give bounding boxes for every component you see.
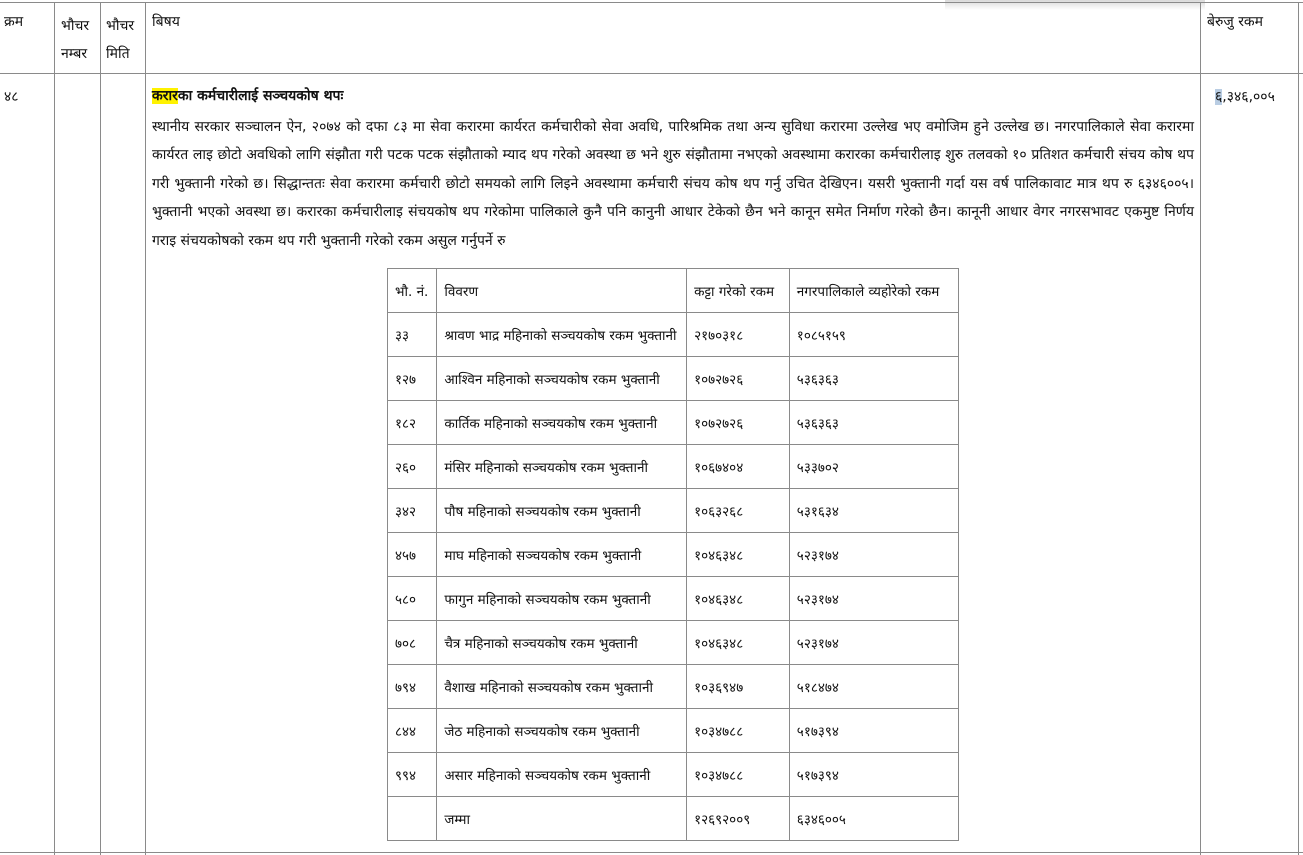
table-row: [388, 709, 959, 753]
deducted-amount-cell: १०७२७२६: [687, 401, 790, 445]
table-row: [388, 533, 959, 577]
description-cell: वैशाख महिनाको सञ्चयकोष रकम भुक्तानी: [437, 665, 687, 709]
table-header-cell: कट्टा गरेको रकम: [687, 269, 790, 313]
municipality-borne-cell: ५३६३६३: [789, 357, 958, 401]
row-amount-selected: ६: [1215, 89, 1223, 105]
header-irregular-amount: बेरुजु रकम: [1207, 14, 1264, 30]
description-cell: माघ महिनाको सञ्चयकोष रकम भुक्तानी: [437, 533, 687, 577]
deducted-amount-cell: १०३४७८८: [687, 753, 790, 797]
municipality-borne-cell: ५१७३९४: [789, 709, 958, 753]
table-header-cell: भौ. नं.: [388, 269, 437, 313]
table-row: [388, 401, 959, 445]
description-cell: आश्विन महिनाको सञ्चयकोष रकम भुक्तानी: [437, 357, 687, 401]
header-subject: बिषय: [152, 14, 180, 30]
row-serial: ४८: [4, 89, 19, 105]
description-cell: जम्मा: [437, 797, 687, 841]
col-divider-3: [145, 2, 146, 855]
municipality-borne-cell: ५२३१७४: [789, 577, 958, 621]
header-voucher-date-line1: भौचर: [106, 18, 135, 34]
row-title: [152, 86, 343, 106]
table-row: [388, 753, 959, 797]
voucher-no-cell: १२७: [388, 357, 437, 401]
deducted-amount-cell: १०६७४०४: [687, 445, 790, 489]
table-row: [388, 313, 959, 357]
col-divider-4: [1200, 2, 1201, 855]
table-header-row: [388, 269, 959, 313]
table-row: [388, 665, 959, 709]
header-voucher-number-line2: नम्बर: [61, 46, 88, 62]
voucher-no-cell: ४५७: [388, 533, 437, 577]
voucher-no-cell: ५८०: [388, 577, 437, 621]
deducted-amount-cell: १०३४७८८: [687, 709, 790, 753]
description-cell: कार्तिक महिनाको सञ्चयकोष रकम भुक्तानी: [437, 401, 687, 445]
table-header-cell: विवरण: [437, 269, 687, 313]
description-cell: श्रावण भाद्र महिनाको सञ्चयकोष रकम भुक्तानी: [437, 313, 687, 357]
header-voucher-number: [61, 12, 89, 68]
description-cell: फागुन महिनाको सञ्चयकोष रकम भुक्तानी: [437, 577, 687, 621]
description-cell: चैत्र महिनाको सञ्चयकोष रकम भुक्तानी: [437, 621, 687, 665]
deducted-amount-cell: १२६९२००९: [687, 797, 790, 841]
voucher-no-cell: ३३: [388, 313, 437, 357]
col-divider-1: [54, 2, 55, 855]
header-voucher-number-line1: भौचर: [61, 18, 90, 34]
header-voucher-date: [106, 12, 134, 68]
row-paragraph: स्थानीय सरकार सञ्चालन ऐन, २०७४ को दफा ८३ मा सेवा करारमा कार्यरत कर्मचारीको सेवा अवधि, पारिश्रमिक तथा अन्य सुविधा करारमा उल्लेख भए वमोजिम हुने उल्लेख छ। नगरपालिकाले सेवा करारमा कार्यरत लाइ छोटो अवधिको लागि संझौता गरी पटक पटक संझौताको म्याद थप गरेको अवस्था छ भने शुरु संझौतामा नभएको अवस्थामा करारका कर्मचारीलाइ शुरु तलवको १० प्रतिशत कर्मचारी संचय कोष थप गरी भुक्तानी गरेको छ। सिद्धान्ततः सेवा करारमा कर्मचारी छोटो समयको लागि लिइने अवस्थामा कर्मचारी संचय कोष थप गर्नु उचित देखिएन। यसरी भुक्तानी गर्दा यस वर्ष पालिकावाट मात्र थप रु ६३४६००५। भुक्तानी भएको अवस्था छ। करारका कर्मचारीलाइ संचयकोष थप गरेकोमा पालिकाले कुनै पनि कानुनी आधार टेकेको छैन भने कानून समेत निर्माण गरेको छैन। कानूनी आधार वेगर नगरसभावट एकमुष्ट निर्णय गराइ संचयकोषको रकम थप गरी भुक्तानी गरेको रकम असुल गर्नुपर्ने रु: [152, 119, 1194, 249]
municipality-borne-cell: ५३१६३४: [789, 489, 958, 533]
table-total-row: [388, 797, 959, 841]
row-title-highlight: करार: [152, 88, 178, 104]
voucher-no-cell: १८२: [388, 401, 437, 445]
col-divider-2: [100, 2, 101, 855]
col-divider-5: [1298, 2, 1299, 855]
municipality-borne-cell: १०८५१५९: [789, 313, 958, 357]
deducted-amount-cell: १०३६९४७: [687, 665, 790, 709]
table-header-cell: नगरपालिकाले व्यहोरेको रकम: [789, 269, 958, 313]
bottom-border: [0, 852, 1303, 853]
voucher-no-cell: ३४२: [388, 489, 437, 533]
municipality-borne-cell: ६३४६००५: [789, 797, 958, 841]
table-row: [388, 577, 959, 621]
voucher-no-cell: ८४४: [388, 709, 437, 753]
voucher-no-cell: ७९४: [388, 665, 437, 709]
voucher-no-cell: २६०: [388, 445, 437, 489]
municipality-borne-cell: ५३३७०२: [789, 445, 958, 489]
table-row: [388, 357, 959, 401]
header-voucher-date-line2: मिति: [106, 46, 130, 62]
deducted-amount-cell: १०४६३४८: [687, 533, 790, 577]
municipality-borne-cell: ५३६३६३: [789, 401, 958, 445]
deducted-amount-cell: २१७०३१८: [687, 313, 790, 357]
row-amount-rest: ,३४६,००५: [1222, 89, 1275, 105]
voucher-no-cell: ७०८: [388, 621, 437, 665]
municipality-borne-cell: ५२३१७४: [789, 621, 958, 665]
deducted-amount-cell: १०६३२६८: [687, 489, 790, 533]
top-border: [0, 2, 1303, 3]
voucher-no-cell: ९९४: [388, 753, 437, 797]
header-serial: क्रम: [4, 14, 24, 30]
description-cell: पौष महिनाको सञ्चयकोष रकम भुक्तानी: [437, 489, 687, 533]
description-cell: मंसिर महिनाको सञ्चयकोष रकम भुक्तानी: [437, 445, 687, 489]
deducted-amount-cell: १०४६३४८: [687, 621, 790, 665]
municipality-borne-cell: ५१८४७४: [789, 665, 958, 709]
row-title-rest: का कर्मचारीलाई सञ्चयकोष थपः: [177, 88, 344, 104]
municipality-borne-cell: ५२३१७४: [789, 533, 958, 577]
table-row: [388, 445, 959, 489]
row-amount[interactable]: [1215, 87, 1275, 107]
table-row: [388, 489, 959, 533]
deducted-amount-cell: १०७२७२६: [687, 357, 790, 401]
description-cell: जेठ महिनाको सञ्चयकोष रकम भुक्तानी: [437, 709, 687, 753]
deducted-amount-cell: १०४६३४८: [687, 577, 790, 621]
description-cell: असार महिनाको सञ्चयकोष रकम भुक्तानी: [437, 753, 687, 797]
municipality-borne-cell: ५१७३९४: [789, 753, 958, 797]
voucher-no-cell: [388, 797, 437, 841]
table-row: [388, 621, 959, 665]
header-row-divider: [0, 73, 1303, 74]
voucher-table: [387, 268, 959, 841]
